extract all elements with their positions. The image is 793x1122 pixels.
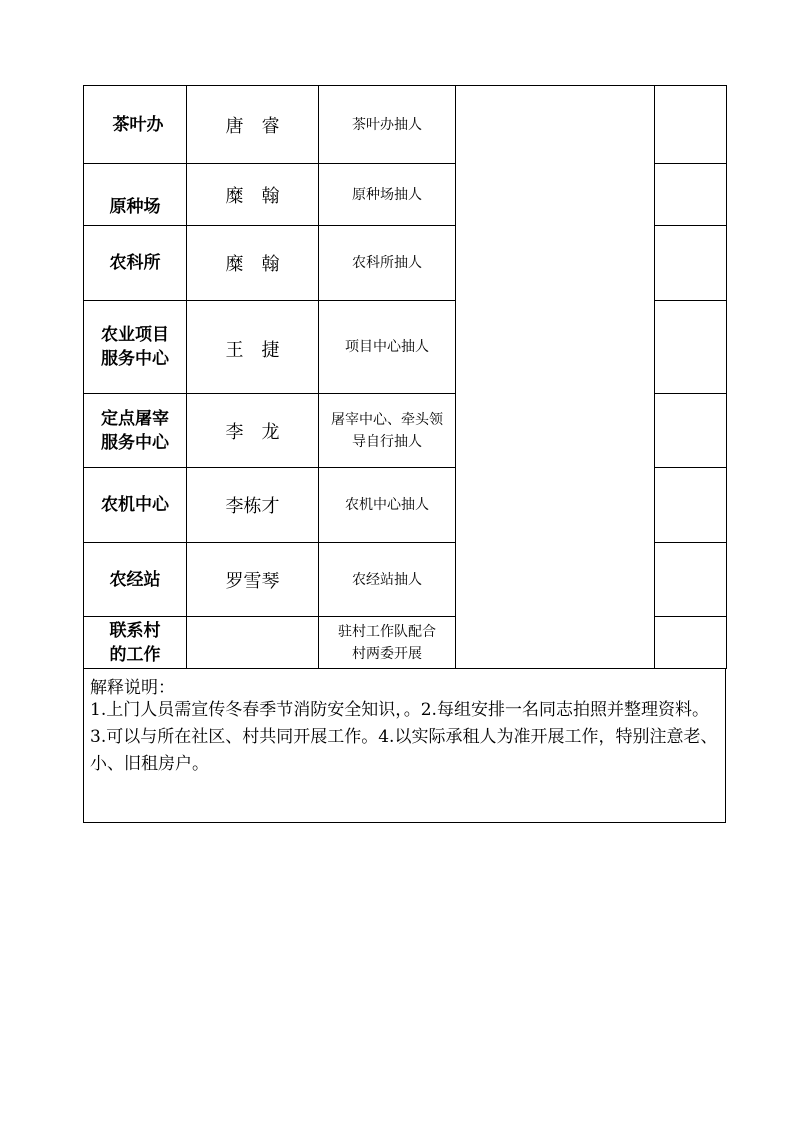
unit-line-1: 联系村 <box>109 620 161 641</box>
notes-body: 1.上门人员需宣传冬春季节消防安全知识，。2.每组安排一名同志拍照并整理资料。3.可以与所在社区、村共同开展工作。4.以实际承租人为准开展工作，特别注意老、小、旧租房户。 <box>90 700 718 774</box>
notes-title: 解释说明： <box>90 678 175 698</box>
unit-cell: 原种场 <box>84 164 187 226</box>
person-cell: 李 龙 <box>187 394 319 468</box>
remark-cell <box>655 226 727 301</box>
unit-cell: 农科所 <box>84 226 187 301</box>
task-line-1: 驻村工作队配合 <box>338 623 436 640</box>
table-row <box>84 86 727 164</box>
remark-cell <box>655 617 727 669</box>
unit-cell: 农经站 <box>84 543 187 617</box>
person-cell: 罗雪琴 <box>187 543 319 617</box>
unit-line-1: 农业项目 <box>101 325 169 345</box>
task-cell: 原种场抽人 <box>319 164 456 226</box>
person-cell: 唐 睿 <box>187 86 319 164</box>
task-cell <box>319 617 456 669</box>
task-cell: 项目中心抽人 <box>319 301 456 394</box>
unit-cell <box>84 394 187 468</box>
unit-cell: 茶叶办 <box>84 86 187 164</box>
unit-line-2: 服务中心 <box>101 349 169 369</box>
remark-cell <box>655 301 727 394</box>
task-line-2: 导自行抽人 <box>352 433 422 450</box>
blank-merged-cell <box>456 86 655 669</box>
unit-cell <box>84 617 187 669</box>
remark-cell <box>655 468 727 543</box>
task-cell: 农经站抽人 <box>319 543 456 617</box>
notes-box <box>83 669 726 823</box>
remark-cell <box>655 394 727 468</box>
unit-line-2: 服务中心 <box>101 432 169 453</box>
person-cell: 王 捷 <box>187 301 319 394</box>
unit-line-2: 的工作 <box>109 644 161 665</box>
person-cell: 糜 翰 <box>187 226 319 301</box>
task-cell <box>319 394 456 468</box>
remark-cell <box>655 543 727 617</box>
task-line-1: 屠宰中心、牵头领 <box>331 411 443 428</box>
task-cell: 农科所抽人 <box>319 226 456 301</box>
assignment-table <box>83 85 727 669</box>
task-line-2: 村两委开展 <box>352 645 422 662</box>
unit-line-1: 定点屠宰 <box>101 408 169 429</box>
person-cell: 李栋才 <box>187 468 319 543</box>
task-cell: 茶叶办抽人 <box>319 86 456 164</box>
person-cell <box>187 617 319 669</box>
remark-cell <box>655 86 727 164</box>
unit-cell: 农机中心 <box>84 468 187 543</box>
task-cell: 农机中心抽人 <box>319 468 456 543</box>
remark-cell <box>655 164 727 226</box>
unit-cell <box>84 301 187 394</box>
person-cell: 糜 翰 <box>187 164 319 226</box>
